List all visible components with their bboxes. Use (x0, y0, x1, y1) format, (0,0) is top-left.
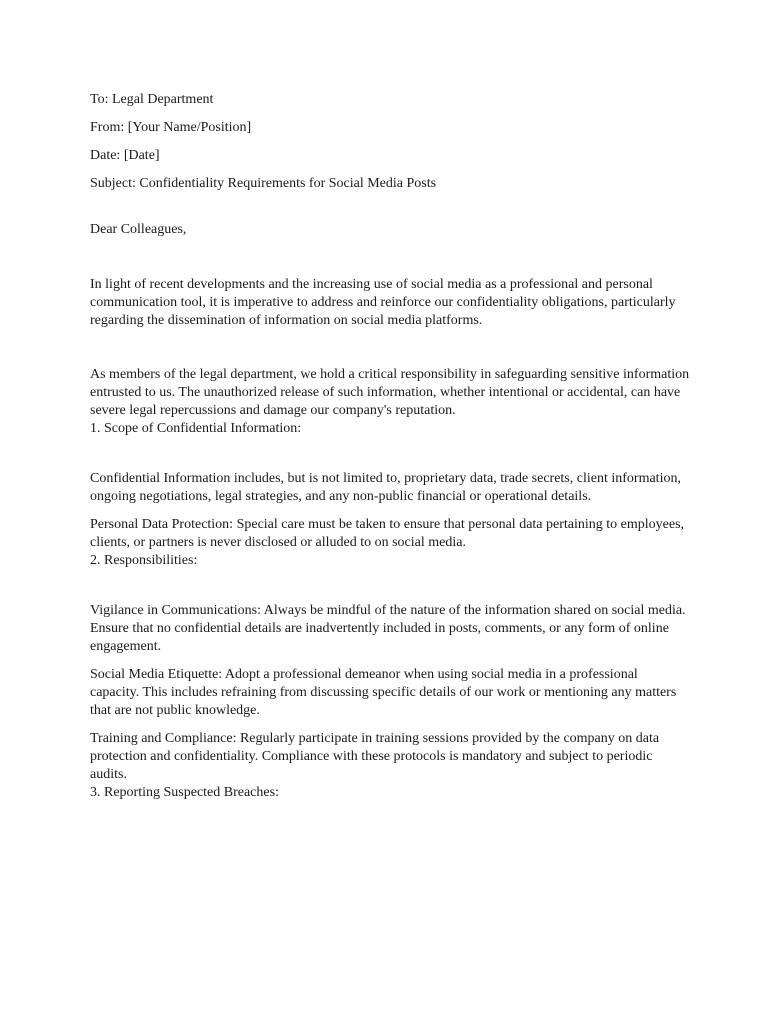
section1-heading: 1. Scope of Confidential Information: (90, 421, 302, 436)
section2-paragraph-2: Social Media Etiquette: Adopt a professional demeanor when using social media in a professional capacity. This includes refraining from discussing specific details of our work or mentioning any matters that are not public knowledge. (90, 667, 677, 718)
intro-paragraph-2: As members of the legal department, we hold a critical responsibility in safeguarding sensitive information entrusted to us. The unauthorized release of such information, whether intentional or accidental, can have severe legal repercussions and damage our company's reputation. (90, 367, 690, 418)
section2-paragraph-1: Vigilance in Communications: Always be mindful of the nature of the information shared on social media. Ensure that no confidential details are inadvertently included in posts, comments, or any form of online engagement. (90, 603, 686, 654)
section2-paragraph-3: Training and Compliance: Regularly participate in training sessions provided by the company on data protection and confidentiality. Compliance with these protocols is mandatory and subject to periodic audits. (90, 731, 660, 782)
section2-heading: 2. Responsibilities: (90, 553, 198, 568)
memo-date: Date: [Date] (90, 148, 160, 163)
intro-paragraph-1: In light of recent developments and the increasing use of social media as a professional and personal communication tool, it is imperative to address and reinforce our confidentiality obligations, particularly regarding the dissemination of information on social media platforms. (90, 277, 676, 328)
memo-from: From: [Your Name/Position] (90, 120, 252, 135)
section1-paragraph-1: Confidential Information includes, but is not limited to, proprietary data, trade secrets, client information, ongoing negotiations, legal strategies, and any non-public financial or operational details. (90, 471, 681, 504)
memo-to: To: Legal Department (90, 92, 214, 107)
salutation: Dear Colleagues, (90, 222, 187, 237)
section1-paragraph-2: Personal Data Protection: Special care must be taken to ensure that personal data pertaining to employees, clients, or partners is never disclosed or alluded to on social media. (90, 517, 685, 550)
memo-subject: Subject: Confidentiality Requirements for Social Media Posts (90, 176, 437, 191)
memo-document (90, 90, 690, 802)
section3-heading: 3. Reporting Suspected Breaches: (90, 785, 279, 800)
